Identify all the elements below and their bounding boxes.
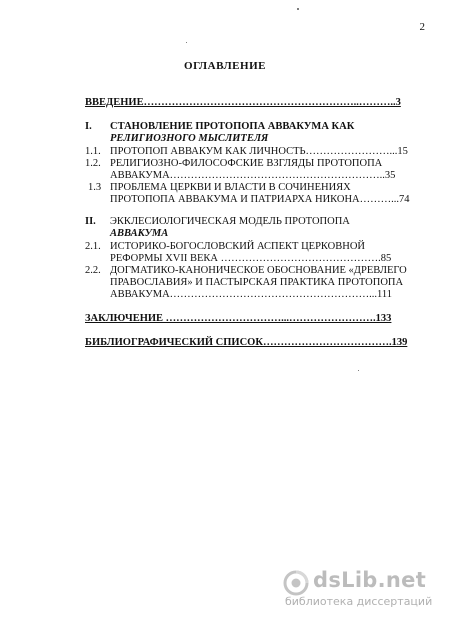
chapter-2-title-line-1: ЭККЛЕСИОЛОГИЧЕСКАЯ МОДЕЛЬ ПРОТОПОПА xyxy=(110,216,350,227)
section-1-1-number: 1.1. xyxy=(85,146,101,157)
section-2-2-number: 2.2. xyxy=(85,265,101,276)
section-2-2-title-line-3: АВВАКУМА…………………………………………………...111 xyxy=(110,289,393,300)
toc-bibliography: БИБЛИОГРАФИЧЕСКИЙ СПИСОК……………………………….139 xyxy=(85,337,408,348)
page-number: 2 xyxy=(419,21,425,33)
dslib-logo-icon xyxy=(283,570,309,596)
watermark-subtitle: библиотека диссертаций xyxy=(285,595,433,608)
toc-title: ОГЛАВЛЕНИЕ xyxy=(184,60,266,72)
chapter-1-title-line-1: СТАНОВЛЕНИЕ ПРОТОПОПА АВВАКУМА КАК xyxy=(110,121,355,132)
section-1-3-title-line-2: ПРОТОПОПА АВВАКУМА И ПАТРИАРХА НИКОНА………...74 xyxy=(110,194,410,205)
section-2-2-title-line-2: ПРАВОСЛАВИЯ» И ПАСТЫРСКАЯ ПРАКТИКА ПРОТОПОПА xyxy=(110,277,404,288)
section-2-1-title-line-2: РЕФОРМЫ XVII ВЕКА ……………………………………….85 xyxy=(110,253,392,264)
scan-speck xyxy=(186,42,187,43)
section-1-2-title-line-2: АВВАКУМА……………………………………………………..35 xyxy=(110,170,396,181)
chapter-1-number: I. xyxy=(85,121,92,132)
chapter-2-number: II. xyxy=(85,216,96,227)
toc-conclusion: ЗАКЛЮЧЕНИЕ ……………………………...…………………….133 xyxy=(85,313,392,324)
scan-speck xyxy=(297,8,299,10)
section-1-3-number: 1.3 xyxy=(88,182,102,193)
section-2-1-title-line-1: ИСТОРИКО-БОГОСЛОВСКИЙ АСПЕКТ ЦЕРКОВНОЙ xyxy=(110,241,366,252)
section-2-1-number: 2.1. xyxy=(85,241,101,252)
chapter-1-title-line-2: РЕЛИГИОЗНОГО МЫСЛИТЕЛЯ xyxy=(110,133,269,144)
section-1-2-title-line-1: РЕЛИГИОЗНО-ФИЛОСОФСКИЕ ВЗГЛЯДЫ ПРОТОПОПА xyxy=(110,158,383,169)
chapter-2-title-line-2: АВВАКУМА xyxy=(110,228,169,239)
section-2-2-title-line-1: ДОГМАТИКО-КАНОНИЧЕСКОЕ ОБОСНОВАНИЕ «ДРЕВЛЕГО xyxy=(110,265,407,276)
section-1-1-title: ПРОТОПОП АВВАКУМ КАК ЛИЧНОСТЬ……………………...15 xyxy=(110,146,408,157)
toc-intro: ВВЕДЕНИЕ……………………………………………………..………..3 xyxy=(85,97,401,108)
section-1-2-number: 1.2. xyxy=(85,158,101,169)
section-1-3-title-line-1: ПРОБЛЕМА ЦЕРКВИ И ВЛАСТИ В СОЧИНЕНИЯХ xyxy=(110,182,351,193)
watermark xyxy=(283,568,433,610)
watermark-title: dsLib.net xyxy=(313,568,427,592)
scan-speck xyxy=(358,370,359,371)
